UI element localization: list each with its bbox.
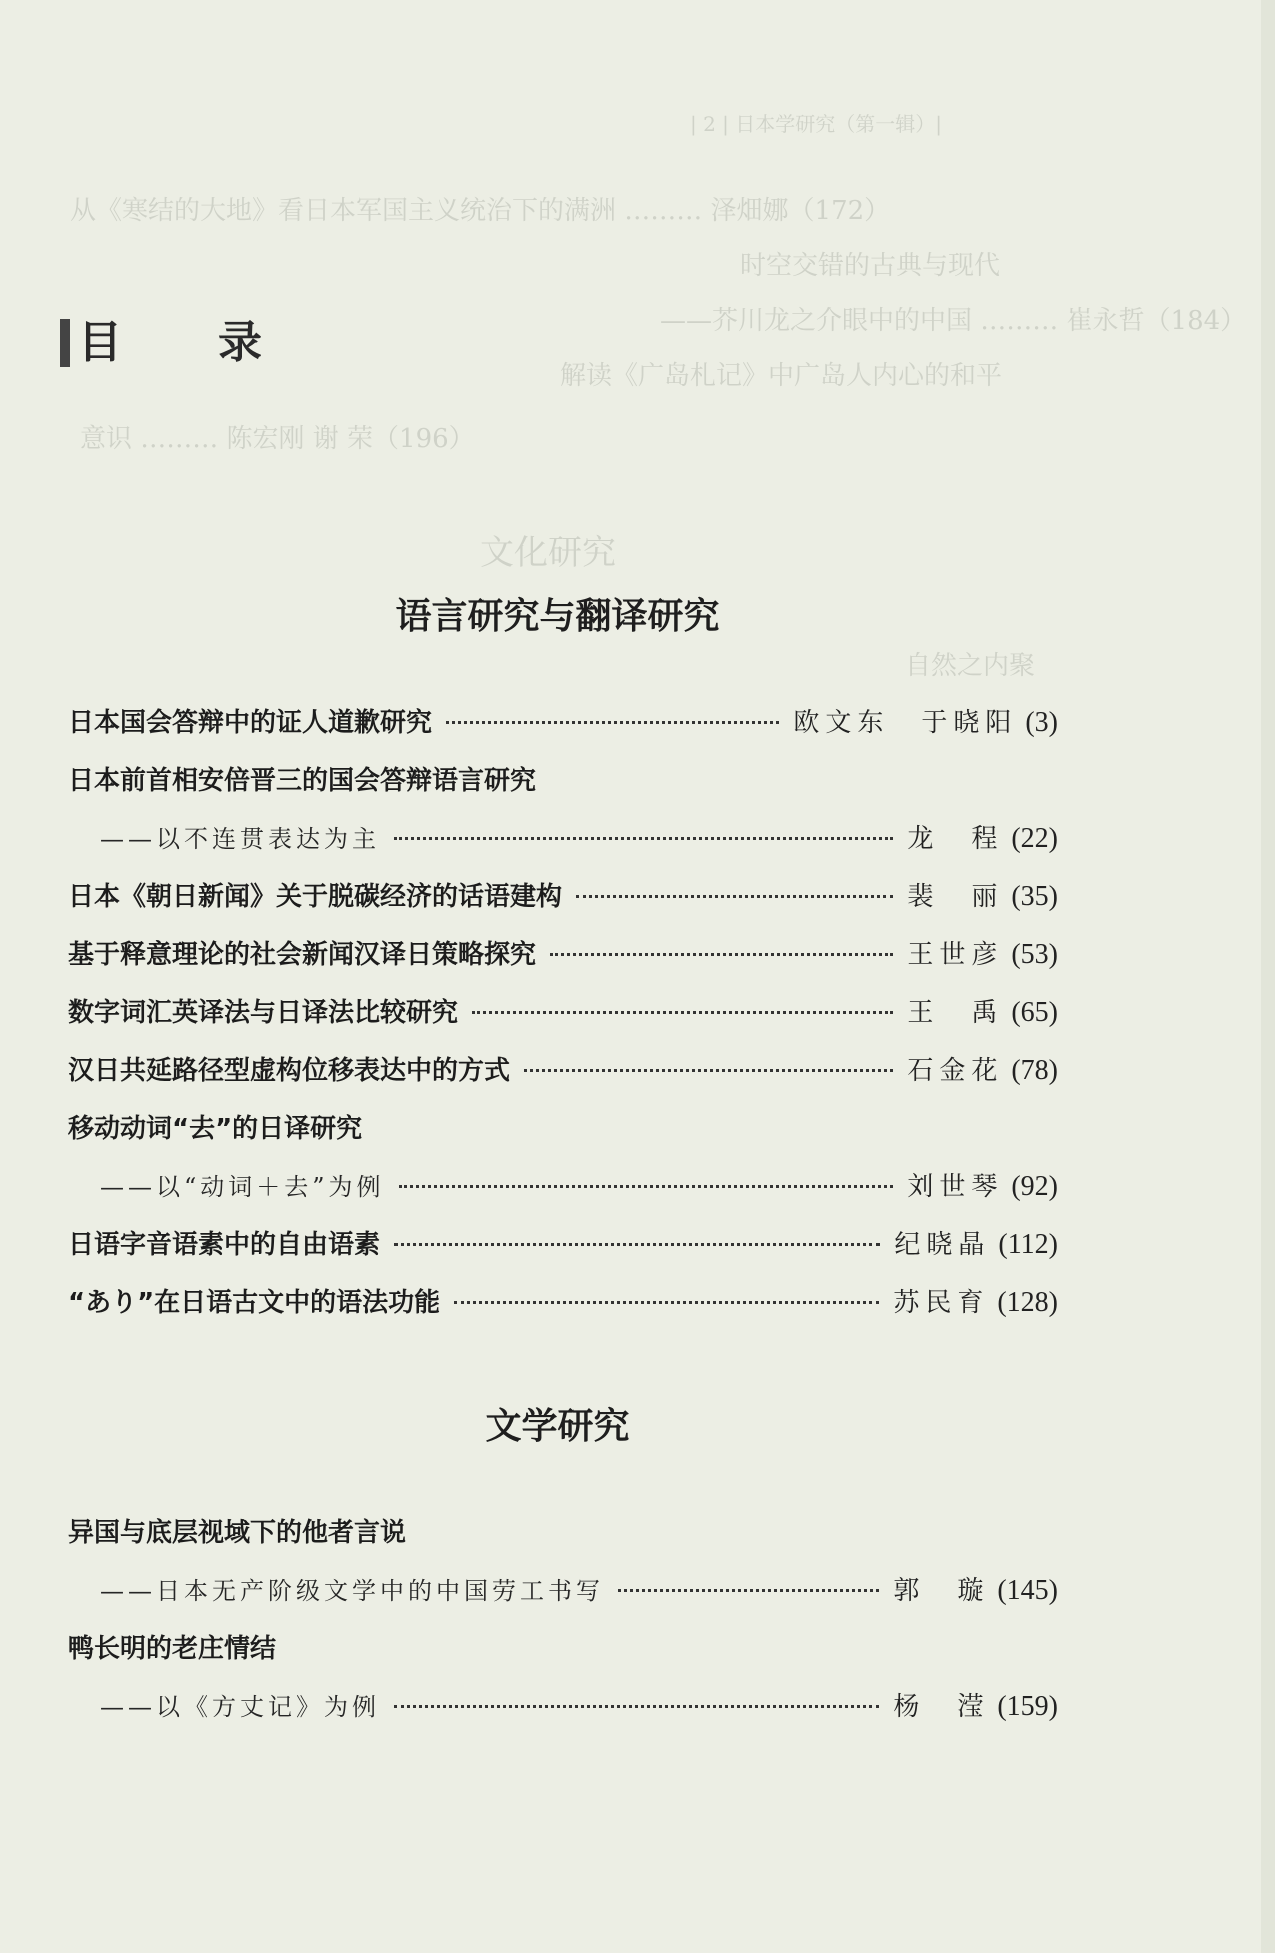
entry-title: 日语字音语素中的自由语素 xyxy=(68,1230,381,1260)
leader-dots xyxy=(524,1069,893,1072)
entry-author: 刘世琴 xyxy=(907,1172,1004,1202)
entry-page: (145) xyxy=(997,1575,1058,1606)
bleed-line: 自然之内聚 xyxy=(905,651,1036,681)
toc-entry-subtitle[interactable] xyxy=(68,1570,1058,1616)
entry-author: 郭 璇 xyxy=(893,1576,990,1606)
entry-author: 王世彦 xyxy=(907,940,1004,970)
page-edge xyxy=(1261,0,1275,1953)
entry-title: “あり”在日语古文中的语法功能 xyxy=(68,1288,441,1318)
toc-entry[interactable] xyxy=(68,992,1058,1038)
entry-author: 龙 程 xyxy=(907,824,1004,854)
toc-entry[interactable] xyxy=(68,760,1058,806)
entry-page: (35) xyxy=(1011,881,1058,912)
heading-bar xyxy=(60,319,70,367)
toc-entry[interactable] xyxy=(68,876,1058,922)
toc-entry-subtitle[interactable] xyxy=(68,1166,1058,1212)
leader-dots xyxy=(454,1301,879,1304)
bleed-line: ——芥川龙之介眼中的中国 ……… 崔永哲（184） xyxy=(660,306,1247,336)
toc-entry[interactable] xyxy=(68,934,1058,980)
entry-page: (65) xyxy=(1011,997,1058,1028)
toc-heading-char: 录 xyxy=(218,317,262,368)
toc-entry[interactable] xyxy=(68,1282,1058,1328)
toc-entry-subtitle[interactable] xyxy=(68,818,1058,864)
entry-page: (128) xyxy=(997,1287,1058,1318)
toc-entry[interactable] xyxy=(68,1224,1058,1270)
toc-entry[interactable] xyxy=(68,1512,1058,1558)
section-title: 语言研究与翻译研究 xyxy=(395,596,720,637)
entry-title: 日本《朝日新闻》关于脱碳经济的话语建构 xyxy=(68,882,563,912)
leader-dots xyxy=(399,1185,894,1188)
leader-dots xyxy=(618,1589,879,1592)
bleed-line: 从《寒结的大地》看日本军国主义统治下的满洲 ……… 泽畑娜（172） xyxy=(70,196,891,226)
entry-title: 日本国会答辩中的证人道歉研究 xyxy=(68,708,433,738)
leader-dots xyxy=(550,953,893,956)
entry-page: (78) xyxy=(1011,1055,1058,1086)
entry-page: (53) xyxy=(1011,939,1058,970)
leader-dots xyxy=(394,1243,880,1246)
entry-page: (22) xyxy=(1011,823,1058,854)
entry-author: 王 禹 xyxy=(907,998,1004,1028)
entry-author: 苏民育 xyxy=(893,1288,990,1318)
toc-entry[interactable] xyxy=(68,1628,1058,1674)
leader-dots xyxy=(576,895,893,898)
bleed-line: 解读《广岛札记》中广岛人内心的和平 xyxy=(560,361,1003,391)
bleed-header: | 2 | 日本学研究（第一辑）| xyxy=(690,112,943,136)
entry-title: 汉日共延路径型虚构位移表达中的方式 xyxy=(68,1056,511,1086)
toc-entry[interactable] xyxy=(68,1108,1058,1154)
entry-title: 基于释意理论的社会新闻汉译日策略探究 xyxy=(68,940,537,970)
bleed-line: 时空交错的古典与现代 xyxy=(740,251,1001,281)
entry-title: 数字词汇英译法与日译法比较研究 xyxy=(68,998,459,1028)
entry-page: (3) xyxy=(1025,707,1058,738)
entry-subtitle: ——以不连贯表达为主 xyxy=(100,825,380,853)
toc-heading-char: 目 xyxy=(78,317,122,368)
leader-dots xyxy=(472,1011,893,1014)
entry-page: (159) xyxy=(997,1691,1058,1722)
entry-subtitle: ——以《方丈记》为例 xyxy=(100,1693,380,1721)
toc-heading xyxy=(60,318,262,368)
toc-entry[interactable] xyxy=(68,702,1058,748)
entry-page: (112) xyxy=(998,1229,1058,1260)
entry-title: 日本前首相安倍晋三的国会答辩语言研究 xyxy=(68,766,537,796)
leader-dots xyxy=(394,837,893,840)
entry-subtitle: ——以“动词＋去”为例 xyxy=(100,1173,385,1201)
toc-entry-subtitle[interactable] xyxy=(68,1686,1058,1732)
toc-entry[interactable] xyxy=(68,1050,1058,1096)
entry-author: 杨 滢 xyxy=(893,1692,990,1722)
section-title: 文学研究 xyxy=(485,1406,630,1447)
entry-author: 欧文东 于晓阳 xyxy=(793,708,1018,738)
leader-dots xyxy=(394,1705,879,1708)
leader-dots xyxy=(446,721,779,724)
entry-page: (92) xyxy=(1011,1171,1058,1202)
entry-title: 鸭长明的老庄情结 xyxy=(68,1634,277,1664)
entry-subtitle: ——日本无产阶级文学中的中国劳工书写 xyxy=(100,1577,604,1605)
entry-author: 裴 丽 xyxy=(907,882,1004,912)
entry-title: 异国与底层视域下的他者言说 xyxy=(68,1518,407,1548)
entry-author: 纪晓晶 xyxy=(894,1230,991,1260)
bleed-line: 意识 ……… 陈宏刚 谢 荣（196） xyxy=(80,424,475,454)
entry-author: 石金花 xyxy=(907,1056,1004,1086)
bleed-section: 文化研究 xyxy=(480,533,616,573)
entry-title: 移动动词“去”的日译研究 xyxy=(68,1114,363,1144)
